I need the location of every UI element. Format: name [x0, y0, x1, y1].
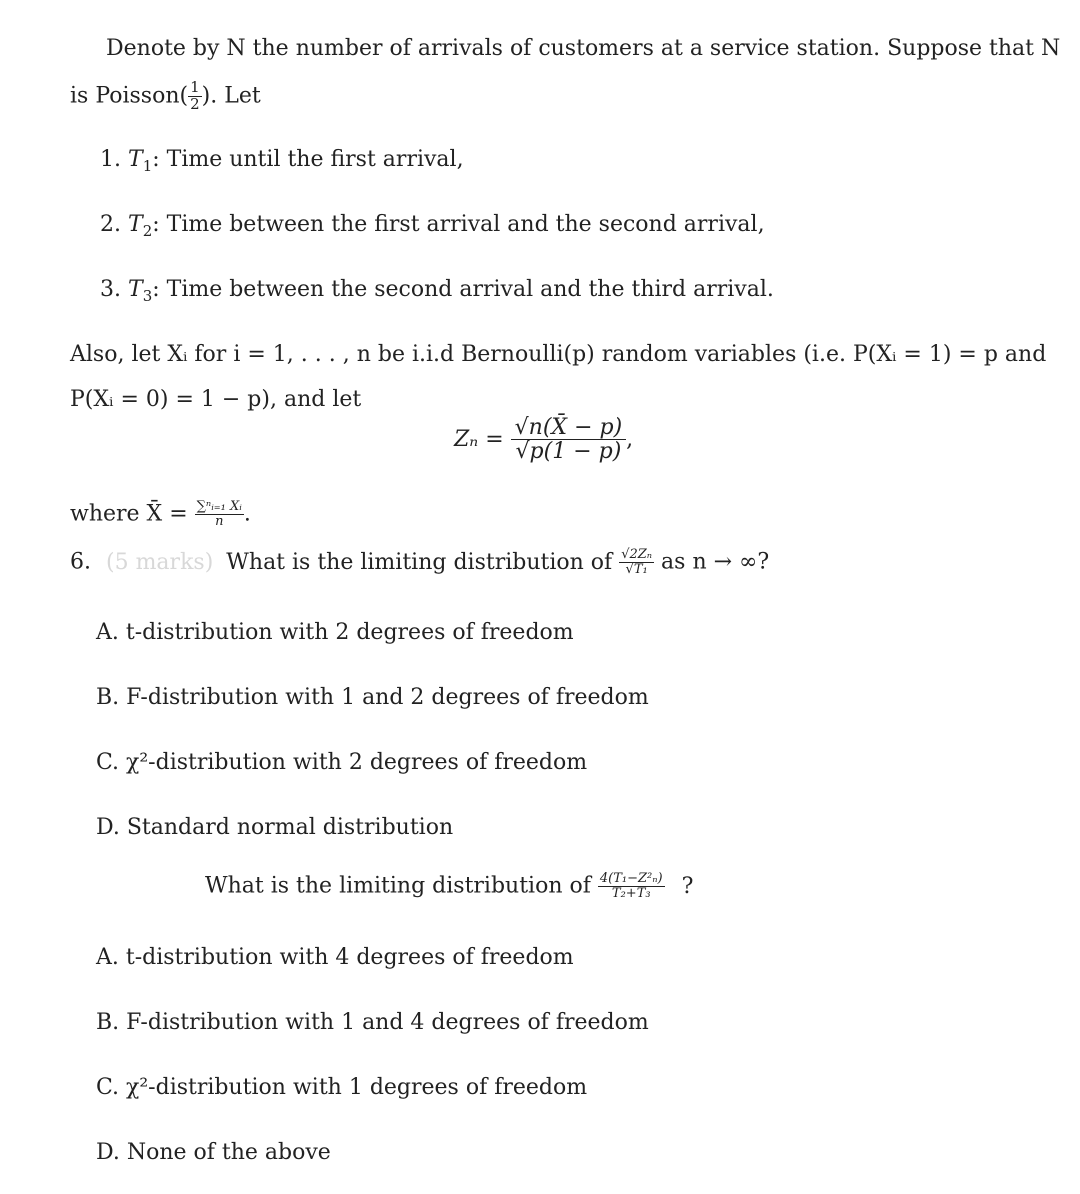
time-item-number: 1.	[100, 147, 121, 172]
time-item-number: 3.	[100, 277, 121, 302]
intro-line-2-suffix: ). Let	[201, 83, 261, 109]
q7-frac-denominator: T₂+T₃	[611, 885, 651, 901]
q6-option-d: D. Standard normal distribution	[96, 815, 454, 840]
q7-frac-numerator: 4(T₁−Z²ₙ)	[599, 871, 663, 886]
question-prefix: What is the limiting distribution of	[205, 873, 591, 899]
question-7-fraction	[598, 872, 665, 900]
q7-option-d: D. None of the above	[96, 1140, 331, 1165]
time-item-2	[100, 210, 765, 246]
intro-line-2	[70, 80, 261, 113]
intro-line-1: Denote by N the number of arrivals of customers at a service station. Suppose that N	[106, 36, 1061, 61]
time-item-number: 2.	[100, 212, 121, 237]
question-number: 6.	[70, 549, 91, 575]
question-marks: (5 marks)	[106, 549, 214, 575]
q6-option-b: B. F-distribution with 1 and 2 degrees of freedom	[96, 685, 649, 710]
bernoulli-line-1: Also, let Xᵢ for i = 1, . . . , n be i.i.d Bernoulli(p) random variables (i.e. P(Xᵢ = 1) = p and	[70, 342, 1047, 367]
time-item-1	[100, 145, 464, 181]
time-item-sub: 3	[142, 287, 153, 305]
bernoulli-line-2: P(Xᵢ = 0) = 1 − p), and let	[70, 387, 362, 412]
zn-denominator: √p(1 − p)	[515, 439, 622, 465]
zn-numerator: √n(X̄ − p)	[511, 416, 627, 440]
time-item-3	[100, 275, 774, 311]
time-item-text: : Time until the first arrival,	[152, 147, 464, 172]
question-suffix: ?	[681, 873, 694, 899]
time-item-sub: 1	[142, 157, 153, 175]
time-item-var: T	[128, 147, 143, 172]
q6-option-a: A. t-distribution with 2 degrees of freedom	[96, 620, 574, 645]
zn-trail: ,	[626, 427, 634, 453]
question-6-fraction	[619, 548, 654, 576]
where-suffix: .	[243, 501, 251, 527]
question-prefix: What is the limiting distribution of	[226, 549, 613, 575]
question-6	[70, 548, 769, 576]
zn-fraction	[511, 416, 627, 463]
question-7	[205, 872, 693, 900]
zn-equation	[454, 416, 633, 463]
q6-option-c: C. χ²-distribution with 2 degrees of freedom	[96, 750, 588, 775]
q6-frac-denominator: √T₁	[625, 561, 648, 577]
half-fraction	[188, 80, 202, 113]
half-denominator: 2	[190, 94, 200, 113]
where-xbar	[70, 500, 251, 528]
xbar-denominator: n	[215, 513, 224, 529]
zn-lhs: Zₙ =	[454, 427, 504, 453]
time-item-text: : Time between the first arrival and the second arrival,	[152, 212, 765, 237]
time-item-text: : Time between the second arrival and the third arrival.	[152, 277, 774, 302]
time-item-var: T	[128, 212, 143, 237]
xbar-fraction	[195, 500, 244, 528]
q7-option-c: C. χ²-distribution with 1 degrees of freedom	[96, 1075, 588, 1100]
xbar-numerator: ∑ⁿᵢ₌₁ Xᵢ	[196, 499, 242, 514]
q6-frac-numerator: √2Zₙ	[621, 547, 653, 562]
half-numerator: 1	[190, 78, 200, 96]
time-item-sub: 2	[142, 222, 153, 240]
q7-option-b: B. F-distribution with 1 and 4 degrees of freedom	[96, 1010, 649, 1035]
intro-line-2-prefix: is Poisson(	[70, 83, 189, 109]
where-prefix: where X̄ =	[70, 501, 188, 527]
q7-option-a: A. t-distribution with 4 degrees of freedom	[96, 945, 574, 970]
time-item-var: T	[128, 277, 143, 302]
question-suffix: as n → ∞?	[661, 549, 770, 575]
